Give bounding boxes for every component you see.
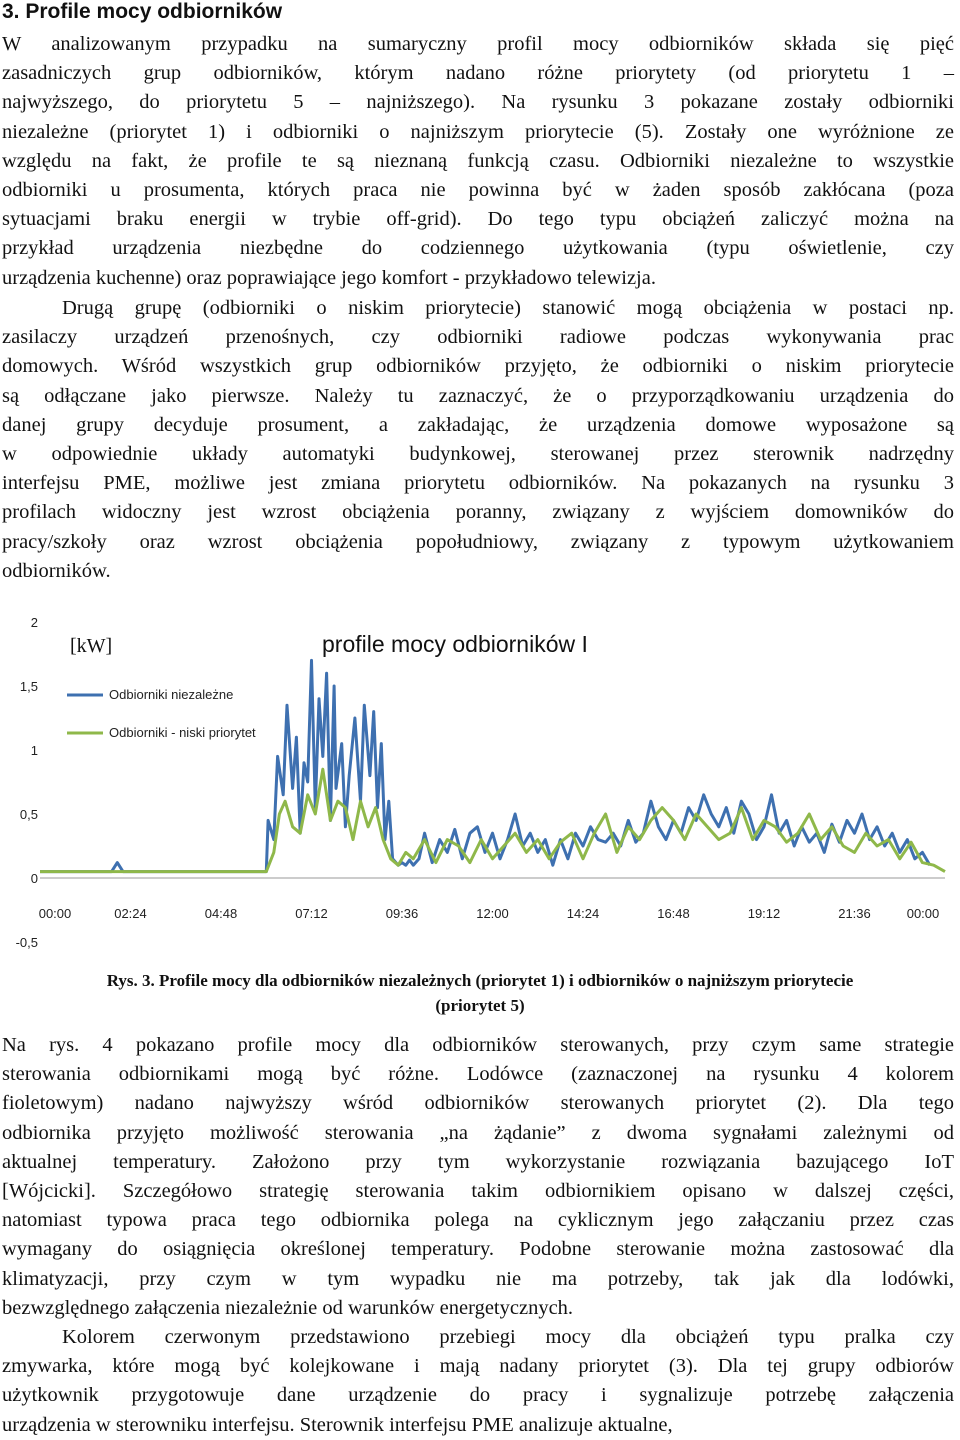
text-line: Na rys. 4 pokazano profile mocy dla odbiorników sterowanych, przy czym same strategie — [2, 1034, 954, 1056]
chart-legend — [67, 687, 256, 740]
paragraph-3 — [2, 1031, 954, 1323]
text-line: urządzenia kuchenne) oraz poprawiające jego komfort - przykładowo telewizja. — [2, 266, 656, 289]
text-line: przykład urządzenia niezbędne do codziennego użytkowania (typu oświetlenie, czy — [2, 237, 954, 260]
paragraph-2 — [2, 294, 954, 586]
x-tick-label: 07:12 — [295, 906, 328, 921]
text-line: Kolorem czerwonym przedstawiono przebiegi mocy dla obciążeń typu pralka czy — [62, 1326, 954, 1348]
text-line: sterowania odbiornikami mogą być różne. Lodówce (zaznaczonej na rysunku 4 kolorem — [2, 1063, 954, 1086]
text-line: pracy/szkoły oraz wzrost obciążenia popołudniowy, związany z typowym użytkowaniem — [2, 530, 954, 553]
text-line: zasilaczy urządzeń przenośnych, czy odbiorniki radiowe podczas wykonywania prac — [2, 326, 954, 349]
power-profile-chart — [0, 600, 960, 960]
y-axis-unit-label: [kW] — [70, 635, 113, 657]
y-axis-ticks — [16, 615, 38, 950]
y-tick-label: 1 — [30, 743, 38, 758]
text-line: Drugą grupę (odbiorniki o niskim priorytecie) stanowić mogą obciążenia w postaci np. — [62, 297, 954, 319]
text-line: danej grupy decyduje prosument, a zakładając, że urządzenia domowe wyposażone są — [2, 413, 954, 436]
y-tick-label: 0 — [30, 871, 38, 886]
y-tick-label: 0,5 — [19, 807, 38, 822]
legend-label: Odbiorniki niezależne — [109, 687, 234, 702]
text-line: odbiorników. — [2, 559, 111, 582]
text-line: użytkownik przygotowuje dane urządzenie do pracy i sygnalizuje potrzebę załączenia — [2, 1384, 954, 1407]
y-tick-label: 2 — [30, 615, 38, 630]
paragraph-4 — [2, 1323, 954, 1440]
legend-label: Odbiorniki - niski priorytet — [109, 725, 256, 740]
text-line: najwyższego, do priorytetu 5 – najniższego). Na rysunku 3 pokazane zostały odbiorniki — [2, 91, 954, 114]
section-title: 3. Profile mocy odbiorników — [2, 0, 283, 23]
text-line: W analizowanym przypadku na sumaryczny profil mocy odbiorników składa się pięć — [2, 33, 954, 55]
text-line: odbiorniki u prosumenta, których praca nie powinna być w żaden sposób zakłócana (poza — [2, 179, 954, 202]
y-tick-label: 1,5 — [19, 679, 38, 694]
text-line: fioletowym) nadano najwyższy wśród odbiorników sterowanych priorytet (2). Dla tego — [2, 1092, 954, 1115]
y-tick-label: -0,5 — [15, 935, 38, 950]
x-tick-label: 00:00 — [38, 906, 72, 921]
paragraph-1 — [2, 30, 954, 293]
text-line: zasadniczych grup odbiorników, którym nadano różne priorytety (od priorytetu 1 – — [2, 62, 954, 85]
text-line: urządzenia w sterowniku interfejsu. Sterownik interfejsu PME analizuje aktualne, — [2, 1413, 673, 1436]
x-tick-label: 00:00 — [906, 906, 940, 921]
text-line: domowych. Wśród wszystkich grup odbiorników przyjęto, że odbiorniki o niskim priorytecie — [2, 355, 954, 378]
text-line: natomiast typowa praca tego odbiornika polega na cyklicznym jego załączaniu przez czas — [2, 1209, 954, 1232]
x-tick-label: 09:36 — [385, 906, 419, 921]
chart-title: profile mocy odbiorników I — [322, 631, 588, 657]
text-line: względu na fakt, że profile te są nieznaną funkcją czasu. Odbiorniki niezależne to wszystkie — [2, 149, 954, 172]
text-line: sytuacjami braku energii w trybie off-grid). Do tego typu obciążeń zaliczyć można na — [2, 208, 954, 231]
x-tick-label: 04:48 — [204, 906, 238, 921]
x-tick-label: 02:24 — [114, 906, 147, 921]
text-line: wymagany do osiągnięcia określonej temperatury. Podobne sterowanie można zastosować dla — [2, 1238, 954, 1261]
text-line: odbiornika przyjęto możliwość sterowania „na żądanie” z dwoma sygnałami zależnymi od — [2, 1121, 954, 1144]
series-line-low-priority — [40, 769, 945, 871]
x-tick-label: 19:12 — [747, 906, 781, 921]
text-line: są odłączane jako pierwsze. Należy tu zaznaczyć, że o przyporządkowaniu urządzenia do — [2, 384, 954, 407]
text-line: [Wójcicki]. Szczegółowo strategię sterowania takim odbiornikiem opisano w dalszej części, — [2, 1180, 954, 1203]
x-tick-label: 14:24 — [566, 906, 600, 921]
caption-line-2: (priorytet 5) — [435, 996, 525, 1015]
text-line: w odpowiednie układy automatyki budynkowej, sterowanej przez sterownik nadrzędny — [2, 443, 954, 466]
chart-svg — [0, 600, 960, 960]
x-tick-label: 21:36 — [838, 906, 871, 921]
text-line: zmywarka, które mogą być kolejkowane i mają nadany priorytet (3). Dla tej grupy odbiorów — [2, 1355, 954, 1378]
text-line: niezależne (priorytet 1) i odbiorniki o najniższym priorytecie (5). Zostały one wyróżnione ze — [2, 120, 954, 143]
x-tick-label: 16:48 — [657, 906, 690, 921]
text-line: klimatyzacji, przy czym w tym wypadku nie ma potrzeby, tak jak dla lodówki, — [2, 1267, 954, 1290]
caption-line-1: Rys. 3. Profile mocy dla odbiorników niezależnych (priorytet 1) i odbiorników o najniższym priorytecie — [106, 971, 854, 990]
x-tick-label: 12:00 — [476, 906, 509, 921]
text-line: aktualnej temperatury. Założono przy tym wykorzystanie rozwiązania bazującego IoT — [2, 1150, 954, 1173]
text-line: interfejsu PME, możliwe jest zmiana priorytetu odbiorników. Na pokazanych na rysunku 3 — [2, 472, 954, 495]
figure-caption — [0, 968, 960, 1018]
text-line: bezwzględnego załączenia niezależnie od warunków energetycznych. — [2, 1296, 574, 1319]
text-line: profilach widoczny jest wzrost obciążenia poranny, związany z wyjściem domowników do — [2, 501, 954, 524]
x-axis-ticks — [39, 906, 940, 921]
